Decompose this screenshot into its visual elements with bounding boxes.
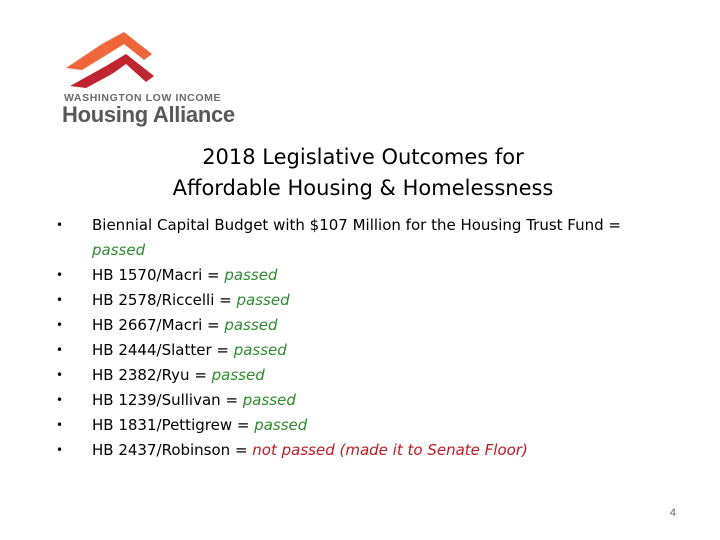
- item-text: HB 2578/Riccelli =: [92, 291, 237, 309]
- list-item: [56, 388, 676, 413]
- bullet-icon: •: [56, 293, 64, 307]
- bullet-icon: •: [56, 443, 64, 457]
- item-text: HB 2667/Macri =: [92, 316, 225, 334]
- list-item: [56, 288, 676, 313]
- status-label: passed: [92, 241, 146, 259]
- list-item: [56, 213, 676, 263]
- bullet-icon: •: [56, 218, 64, 232]
- status-note: (made it to Senate Floor): [334, 441, 528, 459]
- item-text: HB 1570/Macri =: [92, 266, 225, 284]
- item-text: HB 1831/Pettigrew =: [92, 416, 255, 434]
- logo-tagline: WASHINGTON LOW INCOME: [64, 92, 222, 104]
- item-text: HB 2444/Slatter =: [92, 341, 234, 359]
- logo: [62, 30, 247, 130]
- status-label: passed: [224, 266, 278, 284]
- bullet-icon: •: [56, 318, 64, 332]
- status-label: passed: [233, 341, 287, 359]
- status-label: not passed: [252, 441, 335, 459]
- item-text: Biennial Capital Budget with $107 Million for the Housing Trust Fund =: [92, 216, 621, 234]
- status-label: passed: [242, 391, 296, 409]
- list-item: [56, 363, 676, 388]
- logo-name: Housing Alliance: [62, 102, 235, 127]
- item-text: HB 2382/Ryu =: [92, 366, 212, 384]
- bullet-icon: •: [56, 368, 64, 382]
- bullet-icon: •: [56, 418, 64, 432]
- status-label: passed: [224, 316, 278, 334]
- bullet-icon: •: [56, 268, 64, 282]
- list-item: [56, 438, 676, 463]
- list-item: [56, 263, 676, 288]
- title-line-1: 2018 Legislative Outcomes for: [202, 145, 524, 169]
- status-label: passed: [254, 416, 308, 434]
- item-text: HB 2437/Robinson =: [92, 441, 253, 459]
- list-item: [56, 413, 676, 438]
- status-label: passed: [211, 366, 265, 384]
- list-item: [56, 313, 676, 338]
- roof-logo-icon: [62, 30, 162, 88]
- page-number: 4: [669, 507, 676, 519]
- title-line-2: Affordable Housing & Homelessness: [172, 176, 554, 200]
- status-label: passed: [236, 291, 290, 309]
- outcomes-list: [56, 213, 676, 463]
- list-item: [56, 338, 676, 363]
- slide-title: [0, 142, 720, 204]
- bullet-icon: •: [56, 393, 64, 407]
- bullet-icon: •: [56, 343, 64, 357]
- item-text: HB 1239/Sullivan =: [92, 391, 243, 409]
